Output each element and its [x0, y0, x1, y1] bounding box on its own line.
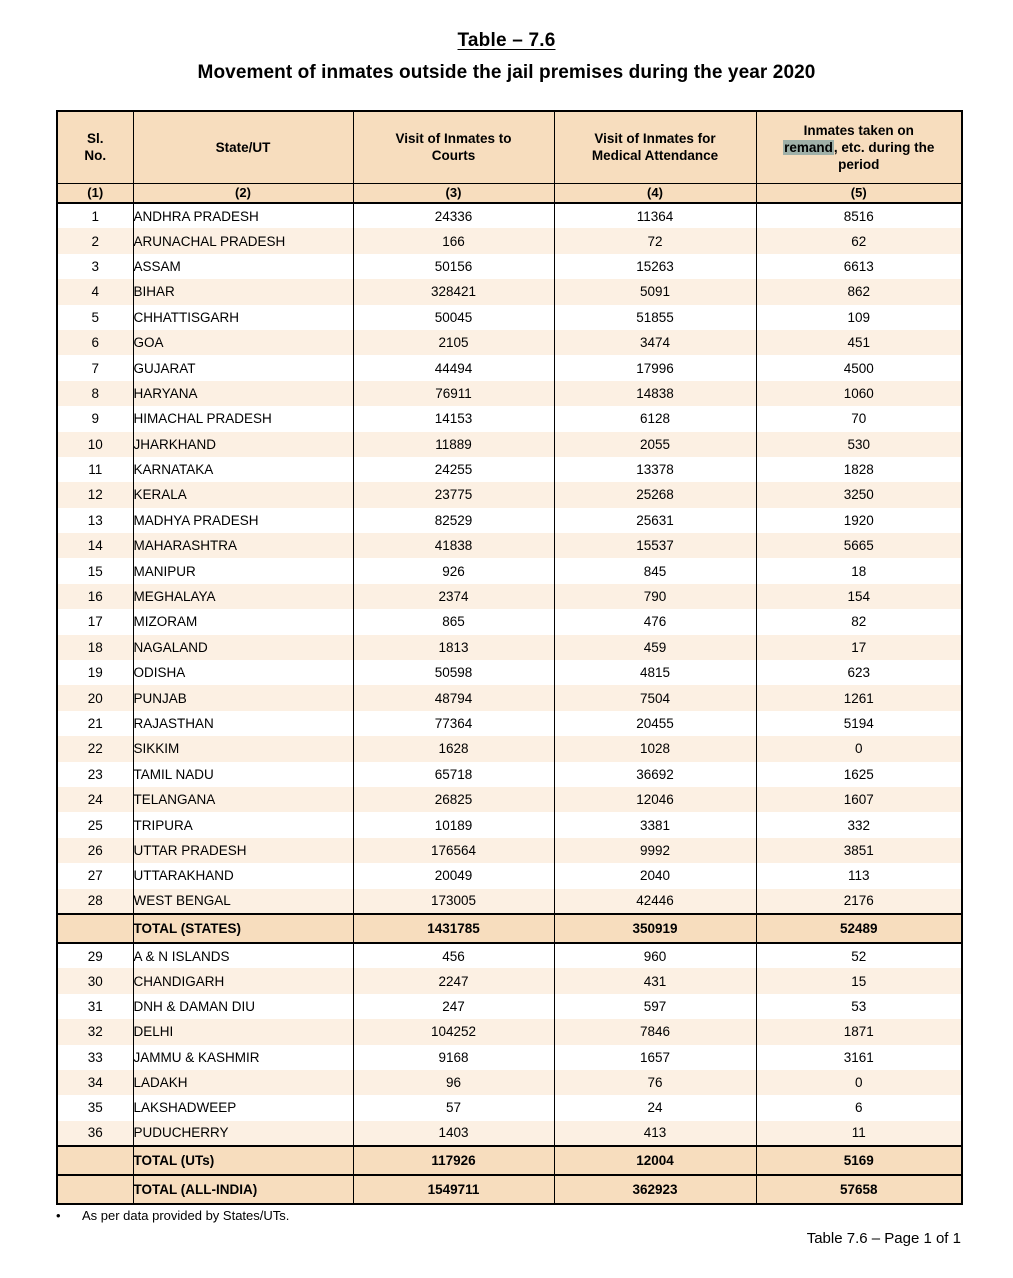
cell-remand: 6: [756, 1095, 962, 1120]
cell-remand: 3161: [756, 1045, 962, 1070]
column-header-visit-courts: [353, 111, 554, 183]
cell-visit-medical: 72: [554, 228, 756, 253]
column-number-4: (4): [554, 183, 756, 203]
visit-medical-line-2: Medical Attendance: [591, 148, 719, 164]
sl-no-line-2: No.: [84, 148, 107, 164]
visit-courts-line-1: Visit of Inmates to: [395, 131, 512, 147]
cell-state-ut: ANDHRA PRADESH: [133, 203, 353, 228]
cell-remand: 6613: [756, 254, 962, 279]
cell-remand: 11: [756, 1121, 962, 1146]
cell-remand: 5194: [756, 711, 962, 736]
cell-sl-no: 33: [57, 1045, 133, 1070]
cell-visit-courts: 14153: [353, 406, 554, 431]
table-row: [57, 1121, 962, 1146]
cell-remand: 530: [756, 432, 962, 457]
cell-sl-no: 3: [57, 254, 133, 279]
table-row: [57, 1070, 962, 1095]
cell-remand: 1828: [756, 457, 962, 482]
cell-visit-medical: 413: [554, 1121, 756, 1146]
table-row: [57, 457, 962, 482]
statistics-table: [56, 110, 963, 1205]
table-row: [57, 943, 962, 968]
table-row: [57, 660, 962, 685]
cell-visit-courts: 1628: [353, 736, 554, 761]
cell-visit-courts: 65718: [353, 762, 554, 787]
cell-visit-courts: 41838: [353, 533, 554, 558]
cell-sl-no: 23: [57, 762, 133, 787]
cell-visit-courts: 166: [353, 228, 554, 253]
column-header-state-ut: [133, 111, 353, 183]
cell-state-ut: ODISHA: [133, 660, 353, 685]
cell-visit-courts: 1403: [353, 1121, 554, 1146]
cell-visit-courts: 50598: [353, 660, 554, 685]
cell-remand: 62: [756, 228, 962, 253]
cell-visit-medical: 459: [554, 635, 756, 660]
page-subtitle: Movement of inmates outside the jail premises during the year 2020: [197, 62, 816, 83]
cell-sl-no: 5: [57, 305, 133, 330]
cell-state-ut: CHANDIGARH: [133, 968, 353, 993]
cell-remand: 3851: [756, 838, 962, 863]
cell-visit-courts: 1549711: [353, 1175, 554, 1204]
cell-sl-no: 16: [57, 584, 133, 609]
table-row: [57, 1019, 962, 1044]
total-uts-row: [57, 1146, 962, 1175]
cell-visit-medical: 24: [554, 1095, 756, 1120]
table-row: [57, 203, 962, 228]
cell-visit-medical: 597: [554, 994, 756, 1019]
cell-visit-medical: 790: [554, 584, 756, 609]
remand-line-3: period: [838, 156, 880, 172]
sl-no-line-1: Sl.: [86, 131, 104, 147]
cell-visit-courts: 77364: [353, 711, 554, 736]
cell-sl-no: 24: [57, 787, 133, 812]
cell-visit-medical: 7504: [554, 685, 756, 710]
cell-visit-medical: 42446: [554, 889, 756, 914]
cell-state-ut: TAMIL NADU: [133, 762, 353, 787]
cell-state-ut: TRIPURA: [133, 812, 353, 837]
cell-visit-medical: 14838: [554, 381, 756, 406]
cell-remand: 52: [756, 943, 962, 968]
cell-remand: 113: [756, 863, 962, 888]
cell-visit-medical: 3474: [554, 330, 756, 355]
cell-visit-courts: 173005: [353, 889, 554, 914]
cell-visit-courts: 26825: [353, 787, 554, 812]
cell-visit-courts: 96: [353, 1070, 554, 1095]
table-row: [57, 736, 962, 761]
cell-sl-no: 8: [57, 381, 133, 406]
cell-state-ut: LAKSHADWEEP: [133, 1095, 353, 1120]
cell-sl-no: 15: [57, 558, 133, 583]
remand-line-2-rest: , etc. during the: [833, 139, 935, 155]
visit-medical-line-1: Visit of Inmates for: [594, 131, 716, 147]
cell-visit-medical: 476: [554, 609, 756, 634]
cell-remand: 1920: [756, 508, 962, 533]
footnote-text: As per data provided by States/UTs.: [82, 1208, 290, 1223]
cell-visit-courts: 9168: [353, 1045, 554, 1070]
table-row: [57, 635, 962, 660]
cell-remand: 8516: [756, 203, 962, 228]
cell-visit-medical: 4815: [554, 660, 756, 685]
column-header-visit-medical: [554, 111, 756, 183]
cell-visit-medical: 350919: [554, 914, 756, 943]
cell-visit-medical: 15537: [554, 533, 756, 558]
cell-remand: 4500: [756, 355, 962, 380]
cell-visit-courts: 1431785: [353, 914, 554, 943]
cell-remand: 623: [756, 660, 962, 685]
column-number-1: (1): [57, 183, 133, 203]
column-header-sl-no: [57, 111, 133, 183]
cell-remand: 862: [756, 279, 962, 304]
cell-visit-courts: 82529: [353, 508, 554, 533]
cell-remand: 70: [756, 406, 962, 431]
table-row: [57, 1095, 962, 1120]
cell-remand: 15: [756, 968, 962, 993]
cell-state-ut: MAHARASHTRA: [133, 533, 353, 558]
state-ut-label: State/UT: [215, 139, 271, 155]
cell-sl-no: 32: [57, 1019, 133, 1044]
cell-visit-medical: 1657: [554, 1045, 756, 1070]
total-all-india-row: [57, 1175, 962, 1204]
cell-remand: 17: [756, 635, 962, 660]
cell-state-ut: KERALA: [133, 482, 353, 507]
cell-sl-no: 36: [57, 1121, 133, 1146]
cell-visit-courts: 20049: [353, 863, 554, 888]
cell-sl-no: 31: [57, 994, 133, 1019]
cell-sl-no: 14: [57, 533, 133, 558]
cell-sl-no: 9: [57, 406, 133, 431]
cell-state-ut: GOA: [133, 330, 353, 355]
cell-remand: 3250: [756, 482, 962, 507]
column-number-5: (5): [756, 183, 962, 203]
cell-state-ut: A & N ISLANDS: [133, 943, 353, 968]
cell-remand: 332: [756, 812, 962, 837]
cell-state-ut: MEGHALAYA: [133, 584, 353, 609]
cell-visit-courts: 24255: [353, 457, 554, 482]
cell-sl-no: 30: [57, 968, 133, 993]
page-label: Table 7.6 – Page 1 of 1: [806, 1230, 961, 1247]
cell-visit-courts: 24336: [353, 203, 554, 228]
cell-remand: 1871: [756, 1019, 962, 1044]
table-row: [57, 432, 962, 457]
remand-line-1: Inmates taken on: [803, 122, 914, 138]
cell-visit-courts: 2374: [353, 584, 554, 609]
cell-visit-courts: 23775: [353, 482, 554, 507]
cell-remand: 5169: [756, 1146, 962, 1175]
cell-remand: 1261: [756, 685, 962, 710]
table-row: [57, 609, 962, 634]
table-row: [57, 305, 962, 330]
table-header-row: [57, 111, 962, 183]
cell-state-ut: LADAKH: [133, 1070, 353, 1095]
cell-visit-courts: 176564: [353, 838, 554, 863]
cell-sl-no: 4: [57, 279, 133, 304]
cell-remand: 1060: [756, 381, 962, 406]
cell-state-ut: PUDUCHERRY: [133, 1121, 353, 1146]
table-body: [57, 203, 962, 1204]
table-row: [57, 330, 962, 355]
cell-visit-medical: 2040: [554, 863, 756, 888]
cell-sl-no: 34: [57, 1070, 133, 1095]
cell-visit-medical: 25631: [554, 508, 756, 533]
cell-sl-no: 21: [57, 711, 133, 736]
table-row: [57, 508, 962, 533]
cell-visit-medical: 12004: [554, 1146, 756, 1175]
cell-remand: 82: [756, 609, 962, 634]
cell-visit-courts: 2105: [353, 330, 554, 355]
cell-sl-no: 25: [57, 812, 133, 837]
cell-visit-courts: 104252: [353, 1019, 554, 1044]
cell-state-ut: BIHAR: [133, 279, 353, 304]
cell-state-ut: TOTAL (ALL-INDIA): [133, 1175, 353, 1204]
cell-state-ut: DELHI: [133, 1019, 353, 1044]
cell-sl-no: 7: [57, 355, 133, 380]
cell-visit-courts: 11889: [353, 432, 554, 457]
table-row: [57, 762, 962, 787]
column-number-2: (2): [133, 183, 353, 203]
cell-state-ut: JAMMU & KASHMIR: [133, 1045, 353, 1070]
cell-visit-medical: 25268: [554, 482, 756, 507]
cell-visit-medical: 362923: [554, 1175, 756, 1204]
cell-sl-no: 35: [57, 1095, 133, 1120]
cell-visit-courts: 926: [353, 558, 554, 583]
cell-remand: 0: [756, 736, 962, 761]
footnote: [56, 1208, 289, 1223]
column-header-remand: [756, 111, 962, 183]
cell-sl-no: [57, 1175, 133, 1204]
cell-visit-courts: 1813: [353, 635, 554, 660]
table-row: [57, 482, 962, 507]
cell-state-ut: DNH & DAMAN DIU: [133, 994, 353, 1019]
cell-state-ut: ASSAM: [133, 254, 353, 279]
cell-visit-courts: 456: [353, 943, 554, 968]
cell-sl-no: 12: [57, 482, 133, 507]
cell-visit-medical: 20455: [554, 711, 756, 736]
cell-state-ut: UTTAR PRADESH: [133, 838, 353, 863]
cell-remand: 0: [756, 1070, 962, 1095]
cell-sl-no: [57, 1146, 133, 1175]
cell-visit-medical: 845: [554, 558, 756, 583]
cell-state-ut: ARUNACHAL PRADESH: [133, 228, 353, 253]
cell-visit-medical: 36692: [554, 762, 756, 787]
table-row: [57, 355, 962, 380]
cell-visit-courts: 865: [353, 609, 554, 634]
table-row: [57, 889, 962, 914]
cell-sl-no: 29: [57, 943, 133, 968]
remand-line-2: [761, 139, 958, 156]
table-row: [57, 787, 962, 812]
cell-visit-medical: 76: [554, 1070, 756, 1095]
cell-remand: 57658: [756, 1175, 962, 1204]
table-row: [57, 381, 962, 406]
cell-visit-medical: 51855: [554, 305, 756, 330]
cell-sl-no: 20: [57, 685, 133, 710]
table-row: [57, 812, 962, 837]
cell-sl-no: 11: [57, 457, 133, 482]
table-row: [57, 685, 962, 710]
cell-visit-courts: 50045: [353, 305, 554, 330]
cell-visit-medical: 7846: [554, 1019, 756, 1044]
cell-visit-medical: 12046: [554, 787, 756, 812]
cell-sl-no: 2: [57, 228, 133, 253]
title-block: [0, 0, 1013, 84]
cell-visit-courts: 117926: [353, 1146, 554, 1175]
cell-visit-medical: 5091: [554, 279, 756, 304]
cell-state-ut: NAGALAND: [133, 635, 353, 660]
cell-remand: 154: [756, 584, 962, 609]
cell-visit-courts: 50156: [353, 254, 554, 279]
cell-state-ut: GUJARAT: [133, 355, 353, 380]
total-states-row: [57, 914, 962, 943]
cell-state-ut: TELANGANA: [133, 787, 353, 812]
cell-visit-courts: 2247: [353, 968, 554, 993]
cell-sl-no: 13: [57, 508, 133, 533]
cell-visit-courts: 44494: [353, 355, 554, 380]
cell-state-ut: PUNJAB: [133, 685, 353, 710]
cell-sl-no: 27: [57, 863, 133, 888]
cell-visit-courts: 76911: [353, 381, 554, 406]
cell-state-ut: CHHATTISGARH: [133, 305, 353, 330]
table-row: [57, 533, 962, 558]
table-row: [57, 711, 962, 736]
cell-visit-medical: 6128: [554, 406, 756, 431]
column-number-3: (3): [353, 183, 554, 203]
cell-state-ut: MANIPUR: [133, 558, 353, 583]
cell-visit-courts: 247: [353, 994, 554, 1019]
cell-visit-medical: 11364: [554, 203, 756, 228]
cell-visit-medical: 2055: [554, 432, 756, 457]
cell-remand: 52489: [756, 914, 962, 943]
cell-sl-no: 18: [57, 635, 133, 660]
cell-sl-no: 19: [57, 660, 133, 685]
visit-courts-line-2: Courts: [431, 148, 476, 164]
table-row: [57, 228, 962, 253]
table-row: [57, 994, 962, 1019]
cell-visit-medical: 431: [554, 968, 756, 993]
cell-visit-courts: 328421: [353, 279, 554, 304]
bullet-icon: •: [56, 1208, 61, 1223]
cell-remand: 18: [756, 558, 962, 583]
cell-remand: 109: [756, 305, 962, 330]
table-row: [57, 558, 962, 583]
cell-state-ut: SIKKIM: [133, 736, 353, 761]
cell-sl-no: 6: [57, 330, 133, 355]
cell-sl-no: 26: [57, 838, 133, 863]
cell-sl-no: 28: [57, 889, 133, 914]
table-row: [57, 1045, 962, 1070]
cell-state-ut: MIZORAM: [133, 609, 353, 634]
cell-state-ut: TOTAL (UTs): [133, 1146, 353, 1175]
cell-remand: 451: [756, 330, 962, 355]
table-header: [57, 111, 962, 203]
cell-state-ut: HIMACHAL PRADESH: [133, 406, 353, 431]
cell-visit-medical: 3381: [554, 812, 756, 837]
remand-highlighted-word: remand: [784, 139, 833, 155]
cell-visit-courts: 10189: [353, 812, 554, 837]
page-title: Table – 7.6: [457, 30, 556, 51]
cell-state-ut: TOTAL (STATES): [133, 914, 353, 943]
table-row: [57, 279, 962, 304]
cell-visit-medical: 960: [554, 943, 756, 968]
cell-state-ut: RAJASTHAN: [133, 711, 353, 736]
cell-state-ut: JHARKHAND: [133, 432, 353, 457]
cell-remand: 1625: [756, 762, 962, 787]
cell-remand: 53: [756, 994, 962, 1019]
table-row: [57, 838, 962, 863]
cell-remand: 2176: [756, 889, 962, 914]
cell-sl-no: 17: [57, 609, 133, 634]
cell-state-ut: WEST BENGAL: [133, 889, 353, 914]
cell-state-ut: UTTARAKHAND: [133, 863, 353, 888]
cell-sl-no: [57, 914, 133, 943]
table-row: [57, 968, 962, 993]
table-row: [57, 584, 962, 609]
table-row: [57, 406, 962, 431]
column-number-row: [57, 183, 962, 203]
cell-state-ut: MADHYA PRADESH: [133, 508, 353, 533]
cell-remand: 1607: [756, 787, 962, 812]
cell-remand: 5665: [756, 533, 962, 558]
cell-visit-courts: 57: [353, 1095, 554, 1120]
cell-visit-medical: 17996: [554, 355, 756, 380]
cell-sl-no: 22: [57, 736, 133, 761]
cell-state-ut: HARYANA: [133, 381, 353, 406]
table-row: [57, 863, 962, 888]
cell-sl-no: 1: [57, 203, 133, 228]
table-row: [57, 254, 962, 279]
cell-visit-medical: 13378: [554, 457, 756, 482]
cell-sl-no: 10: [57, 432, 133, 457]
cell-visit-medical: 15263: [554, 254, 756, 279]
statistics-table-container: [56, 110, 961, 1205]
cell-visit-medical: 9992: [554, 838, 756, 863]
cell-visit-courts: 48794: [353, 685, 554, 710]
cell-visit-medical: 1028: [554, 736, 756, 761]
cell-state-ut: KARNATAKA: [133, 457, 353, 482]
